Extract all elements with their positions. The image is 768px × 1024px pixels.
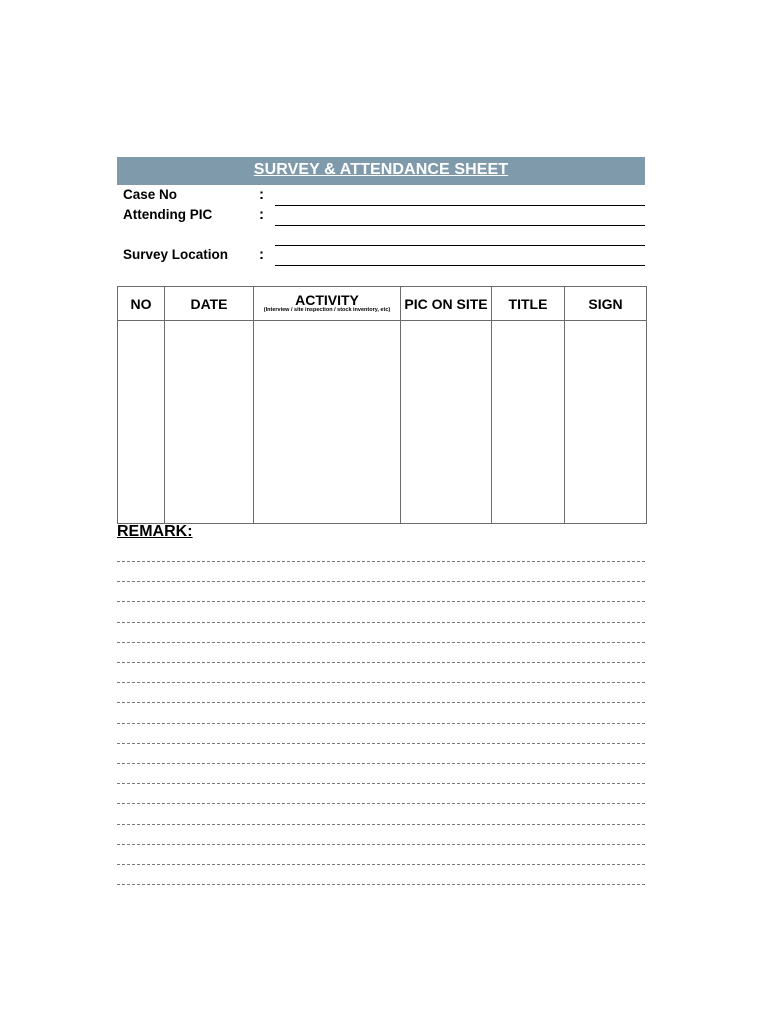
- cell-title[interactable]: [492, 321, 565, 524]
- case-no-line[interactable]: [275, 205, 645, 206]
- header-no: NO: [118, 287, 165, 321]
- remark-line[interactable]: [117, 702, 645, 703]
- remark-line[interactable]: [117, 662, 645, 663]
- attending-pic-colon: :: [259, 206, 264, 223]
- header-activity-label: ACTIVITY: [295, 292, 359, 309]
- cell-activity[interactable]: [254, 321, 401, 524]
- remark-line[interactable]: [117, 743, 645, 744]
- remark-line[interactable]: [117, 844, 645, 845]
- header-title: TITLE: [492, 287, 565, 321]
- cell-pic-on-site[interactable]: [401, 321, 492, 524]
- table-header-row: [118, 287, 647, 321]
- case-no-colon: :: [259, 186, 264, 203]
- attending-pic-label: Attending PIC: [123, 207, 213, 222]
- remark-line[interactable]: [117, 884, 645, 885]
- cell-date[interactable]: [165, 321, 254, 524]
- remark-line[interactable]: [117, 864, 645, 865]
- sheet-title: SURVEY & ATTENDANCE SHEET: [253, 161, 509, 178]
- remark-label: REMARK:: [117, 523, 193, 540]
- header-pic-on-site: PIC ON SITE: [401, 287, 492, 321]
- cell-sign[interactable]: [565, 321, 647, 524]
- survey-location-colon: :: [259, 246, 264, 263]
- survey-location-label: Survey Location: [123, 247, 229, 262]
- case-no-label: Case No: [123, 187, 178, 202]
- table-row: [118, 321, 647, 524]
- survey-location-line-2[interactable]: [275, 265, 645, 266]
- remark-line[interactable]: [117, 622, 645, 623]
- header-activity: [254, 287, 401, 321]
- remark-line[interactable]: [117, 783, 645, 784]
- header-activity-note: (Interview / site inspection / stock inventory, etc): [263, 307, 391, 314]
- attending-pic-line[interactable]: [275, 225, 645, 226]
- attendance-table: [117, 286, 647, 524]
- sheet-title-bar: [117, 157, 645, 185]
- header-date: DATE: [165, 287, 254, 321]
- remark-line[interactable]: [117, 581, 645, 582]
- remark-line[interactable]: [117, 601, 645, 602]
- remark-line[interactable]: [117, 642, 645, 643]
- remark-line[interactable]: [117, 763, 645, 764]
- remark-line[interactable]: [117, 803, 645, 804]
- remark-line[interactable]: [117, 824, 645, 825]
- remark-line[interactable]: [117, 561, 645, 562]
- survey-location-line-1[interactable]: [275, 245, 645, 246]
- cell-no[interactable]: [118, 321, 165, 524]
- remark-line[interactable]: [117, 723, 645, 724]
- remark-line[interactable]: [117, 682, 645, 683]
- header-sign: SIGN: [565, 287, 647, 321]
